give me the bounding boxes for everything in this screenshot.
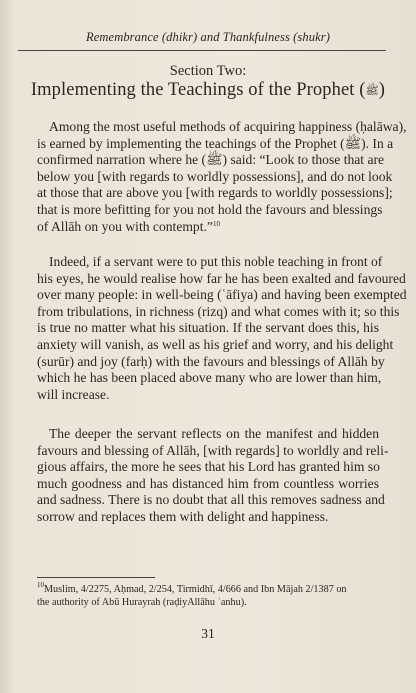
honorific-glyph: ﷺ [365,85,379,97]
paragraph-line: from tribulations, in richness (rizq) and what comes with it; so this [37,303,400,319]
paragraph-line: Among the most useful methods of acquiring happiness (ḥalāwa), [49,119,407,134]
paragraph-line: anxiety will vanish, as well as his grief and worry, and his delight [37,336,394,352]
footnote-number: 10 [37,581,44,589]
section-title-text: Implementing the Teachings of the Prophet [30,80,355,100]
paragraph-line: gious affairs, the more he sees that his Lord has granted him so [37,459,380,475]
section-label: Section Two: [169,63,247,79]
paragraph-line: confirmed narration where he (ﷺ) said: “Look to those that are [37,152,385,168]
paragraph-1 [37,119,407,235]
running-head: Remembrance (dhikr) and Thankfulness (shukr) [86,30,330,44]
paragraph-line-text: of Allāh on you with contempt.” [37,218,213,234]
paragraph-line [37,219,379,236]
paragraph-line: Indeed, if a servant were to put this noble teaching in front of [49,254,383,269]
footnote [37,583,379,609]
paragraph-line: will increase. [37,386,110,402]
paragraph-line: is earned by implementing the teachings of the Prophet (ﷺ). In a [37,135,394,151]
paragraph-line: sorrow and replaces them with delight and happiness. [37,508,329,524]
paragraph-line: that is more befitting for you not hold the favours and blessings [37,201,383,217]
page-number: 31 [201,626,215,641]
paragraph-line: is true no matter what his situation. If the servant does this, his [37,320,379,336]
section-title: Implementing the Teachings of the Prophet (ﷺ) [30,80,386,100]
paragraph-line: below you [with regards to worldly possessions], and do not look [37,168,393,184]
paragraph-line: which he has been placed above many who are lower than him, [37,370,382,386]
paragraph-line: his eyes, he would realise how far he has been exalted and favoured [37,270,406,286]
footnote-reference: 10 [212,219,220,228]
paragraph-line: over many people: in well-being (ʿāfiya) and having been exempted [37,287,407,303]
paragraph-line: favours and blessing of Allāh, [with regards] to worldly and reli- [37,442,389,458]
paragraph-2 [37,254,407,403]
paragraph-line: (surūr) and joy (farḥ) with the favours and blessings of Allāh by [37,353,385,369]
paragraph-line: and sadness. There is no doubt that all this removes sadness and [37,492,385,508]
footnote-line [37,583,379,596]
paragraph-3 [37,426,389,526]
header-rule [18,50,386,51]
paragraph-line: at those that are above you [with regards to worldly possessions]; [37,185,393,201]
footnote-rule [37,577,155,578]
paragraph-line: much goodness and has distanced him from countless worries [37,475,379,491]
paragraph-line: The deeper the servant reflects on the manifest and hidden [49,426,379,441]
footnote-line: the authority of Abū Hurayrah (raḍiyAllāhu ʿanhu). [37,597,247,608]
footnote-text: Muslim, 4/2275, Aḥmad, 2/254, Tirmidhī, 4/666 and Ibn Mājah 2/1387 on [44,584,347,595]
